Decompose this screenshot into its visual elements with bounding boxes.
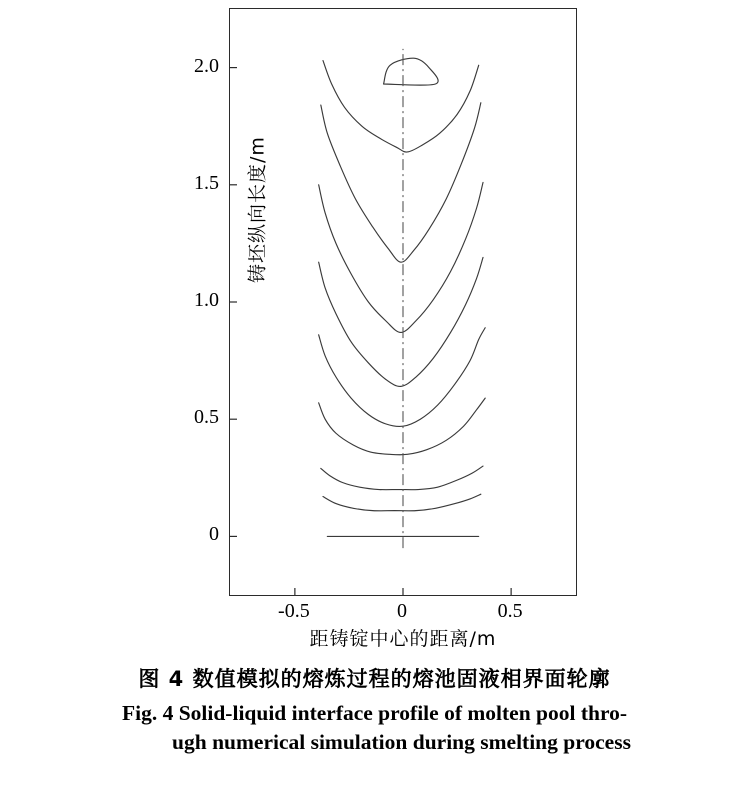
x-tick-label: -0.5 — [278, 600, 310, 622]
caption-english — [0, 699, 749, 757]
contour-line — [321, 466, 483, 490]
x-tick-label: 0 — [397, 600, 407, 622]
x-tick-label: 0.5 — [497, 600, 523, 622]
y-tick-label: 1.0 — [194, 289, 219, 311]
contour-line — [319, 328, 486, 427]
y-tick-label: 1.5 — [194, 171, 219, 194]
contour-line — [323, 61, 479, 152]
y-tick-label: 0.5 — [194, 406, 219, 429]
y-tick-label: 2.0 — [194, 54, 219, 77]
caption-english-line1: Fig. 4 Solid-liquid interface profile of molten pool thro- — [121, 701, 628, 725]
contour-line — [319, 257, 483, 386]
contour-line — [321, 103, 481, 262]
chart-canvas — [230, 9, 576, 595]
contour-line — [319, 182, 483, 332]
y-tick-label: 0 — [209, 523, 219, 546]
chart-plot-area — [229, 8, 577, 596]
contour-line — [323, 494, 481, 511]
y-axis-label: 铸坯纵向长度/m — [246, 136, 269, 283]
x-axis-label: 距铸锭中心的距离/m — [309, 628, 497, 650]
contour-line — [384, 58, 439, 85]
figure-caption — [0, 663, 749, 757]
caption-chinese: 图 4 数值模拟的熔炼过程的熔池固液相界面轮廓 — [138, 667, 611, 691]
caption-english-line2: ugh numerical simulation during smelting process — [172, 730, 631, 755]
